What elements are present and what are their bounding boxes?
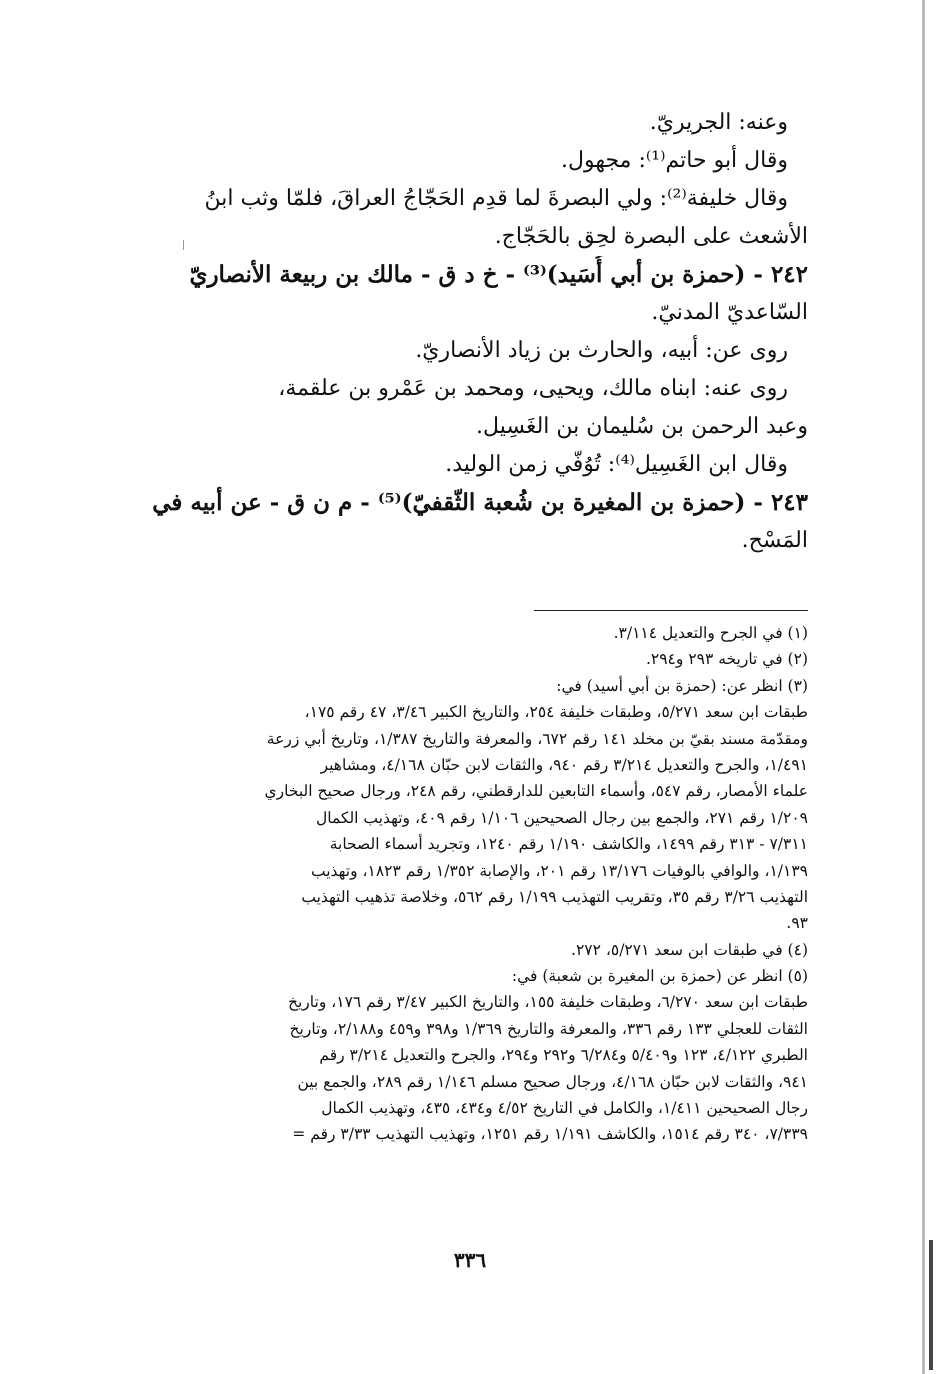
text-line: وقال ابن الغَسِيل⁽⁴⁾: تُوُفّي زمن الوليد.	[445, 452, 788, 477]
footnote-3: (٣) انظر عن: (حمزة بن أبي أسيد) في:	[556, 676, 808, 695]
footnote-line: ١/٤٩١، والجرح والتعديل ٣/٢١٤ رقم ٩٤٠، والثقات لابن حبّان ٤/١٦٨، ومشاهير	[320, 755, 808, 774]
footnote-line: ٩٤١، والثقات لابن حبّان ٤/١٦٨، ورجال صحيح مسلم ١/١٤٦ رقم ٢٨٩، والجمع بين	[297, 1072, 808, 1091]
footnote-4: (٤) في طبقات ابن سعد ٥/٢٧١، ٢٧٢.	[571, 940, 808, 959]
footnote-line: رجال الصحيحين ١/٤١١، والكامل في التاريخ ٤/٥٢ و٤٣٤، ٤٣٥، وتهذيب الكمال	[321, 1099, 808, 1118]
footnote-line: ١/١٣٩، والوافي بالوفيات ١٣/١٧٦ رقم ٢٠١، والإصابة ١/٣٥٢ رقم ١٨٢٣، وتهذيب	[310, 861, 808, 880]
footnote-line: طبقات ابن سعد ٥/٢٧١، وطبقات خليفة ٢٥٤، والتاريخ الكبير ٣/٤٦، ٤٧ رقم ١٧٥،	[304, 703, 808, 722]
entry-heading-242: ٢٤٢ - (حمزة بن أبي أُسَيد)⁽³⁾ - خ د ق - مالك بن ربيعة الأنصاريّ	[189, 261, 808, 288]
footnote-line: الثقات للعجلي ١٣٣ رقم ٣٣٦، والمعرفة والتاريخ ١/٣٦٩ و٣٩٨ و٤٥٩ و٢/١٨٨، وتاريخ	[289, 1019, 808, 1038]
footnote-line: علماء الأمصار، رقم ٥٤٧، وأسماء التابعين للدارقطني، رقم ٢٤٨، ورجال صحيح البخاري	[264, 782, 808, 801]
footnote-line: ومقدّمة مسند بقيّ بن مخلد ١٤١ رقم ٦٧٢، والمعرفة والتاريخ ١/٣٨٧، وتاريخ أبي زرعة	[266, 729, 808, 748]
footnote-line: طبقات ابن سعد ٦/٢٧٠، وطبقات خليفة ١٥٥، والتاريخ الكبير ٣/٤٧ رقم ١٧٦، وتاريخ	[287, 993, 808, 1012]
text-line: روى عن: أبيه، والحارث بن زياد الأنصاريّ.	[415, 338, 788, 363]
entry-heading-243: ٢٤٣ - (حمزة بن المغيرة بن شُعبة الثّقفيّ)⁽⁵⁾ - م ن ق - عن أبيه في	[152, 489, 808, 516]
footnote-separator	[534, 610, 808, 611]
scan-margin-mark	[922, 0, 925, 1374]
footnote-line: ٩٣.	[786, 914, 808, 933]
main-text	[100, 104, 808, 560]
footnote-line: التهذيب ٣/٢٦ رقم ٣٥، وتقريب التهذيب ١/١٩٩ رقم ٥٦٢، وخلاصة تذهيب التهذيب	[301, 887, 808, 906]
text-line: وعنه: الجريريّ.	[649, 110, 788, 135]
text-line: السّاعديّ المدنيّ.	[651, 300, 808, 325]
footnote-2: (٢) في تاريخه ٢٩٣ و٢٩٤.	[645, 650, 808, 669]
footnotes	[100, 620, 808, 1148]
footnote-line: ٧/٣١١ - ٣١٣ رقم ١٤٩٩، والكاشف ١/١٩٠ رقم ١٢٤٠، وتجريد أسماء الصحابة	[329, 835, 808, 854]
page-number: ٣٣٦	[453, 1248, 487, 1272]
scan-margin-mark	[929, 1240, 933, 1370]
footnote-line: ٧/٣٣٩، ٣٤٠ رقم ١٥١٤، والكاشف ١/١٩١ رقم ١٢٥١، وتهذيب التهذيب ٣/٣٣ رقم =	[292, 1125, 808, 1144]
footnote-5: (٥) انظر عن (حمزة بن المغيرة بن شعبة) في:	[511, 967, 808, 986]
footnote-line: الطبري ٤/١٢٢، ١٢٣ و٥/٤٠٩ و٦/٢٨٤ و٢٩٢ و٢٩٤، والجرح والتعديل ٣/٢١٤ رقم	[319, 1046, 808, 1065]
text-line: روى عنه: ابناه مالك، ويحيى، ومحمد بن عَمْرو بن علقمة،	[278, 376, 788, 401]
text-line: وقال أبو حاتم⁽¹⁾: مجهول.	[561, 148, 788, 173]
text-line: المَسْح.	[741, 528, 808, 553]
text-line: وعبد الرحمن بن سُليمان بن الغَسِيل.	[476, 414, 808, 439]
text-line: وقال خليفة⁽²⁾: ولي البصرةَ لما قدِم الحَجّاجُ العراقَ، فلمّا وثب ابنُ	[204, 186, 788, 211]
footnote-line: ١/٢٠٩ رقم ٢٧١، والجمع بين رجال الصحيحين ١/١٠٦ رقم ٤٠٩، وتهذيب الكمال	[315, 808, 808, 827]
footnote-1: (١) في الجرح والتعديل ٣/١١٤.	[613, 624, 808, 642]
text-line: الأشعث على البصرة لحِق بالحَجّاج.	[494, 224, 808, 249]
scan-margin-mark	[183, 240, 184, 250]
